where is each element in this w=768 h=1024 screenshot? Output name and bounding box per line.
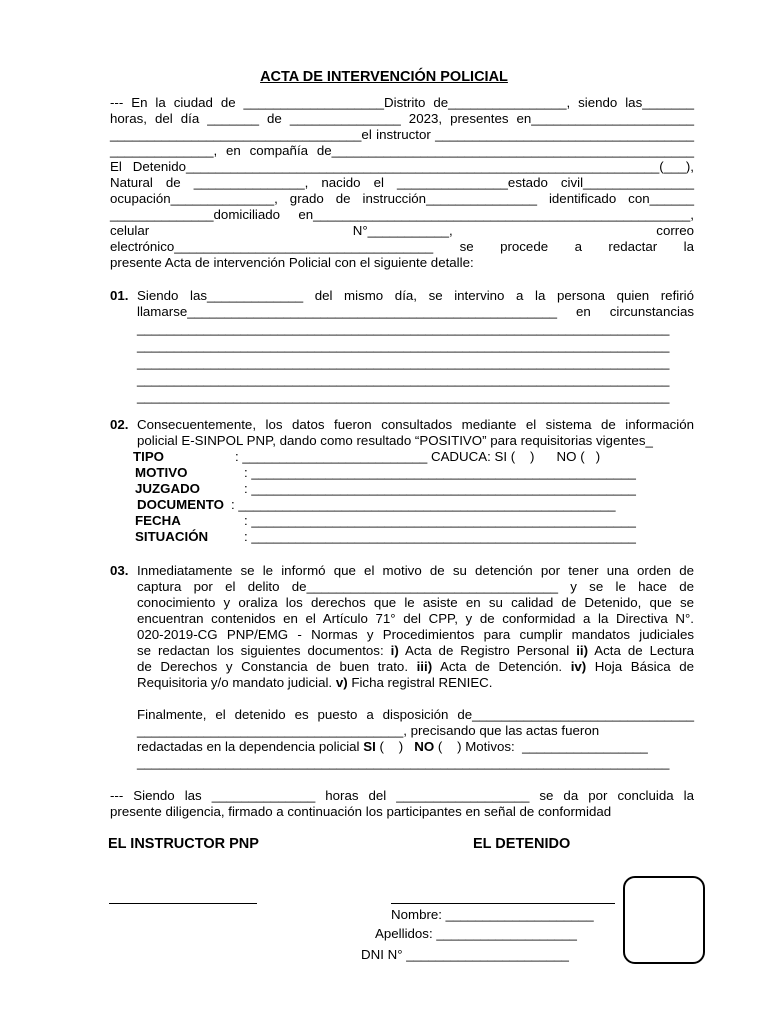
text: Hoja Básica de — [586, 659, 695, 674]
section-line: 020-2019-CG PNP/EMG - Normas y Procedimientos para cumplir mandatos judiciales — [137, 627, 694, 642]
roman-numeral: i) — [390, 643, 399, 658]
blank-line: ________________________________________________________________________ — [137, 389, 670, 404]
nombre-field: Nombre: ____________________ — [391, 907, 594, 922]
text: Acta de Registro Personal — [398, 643, 577, 658]
section-line: policial E-SINPOL PNP, dando como resultado “POSITIVO” para requisitorias vigentes_ — [137, 433, 653, 448]
field-label-situacion: SITUACIÓN — [135, 529, 209, 544]
blank-line: ________________________________________________________________________ — [137, 338, 670, 353]
roman-numeral: v) — [335, 675, 348, 690]
field-value-situacion: : ____________________________________________________ — [244, 529, 636, 544]
intro-line: ocupación______________, grado de instrucción_______________ identificado con______ — [110, 191, 694, 206]
si-label: SI — [363, 739, 376, 754]
field-value-juzgado: : ____________________________________________________ — [244, 481, 636, 496]
closing-line: --- Siendo las ______________ horas del __________________ se da por concluida la — [110, 788, 694, 803]
section-number: 03. — [110, 563, 129, 578]
field-label-fecha: FECHA — [135, 513, 181, 528]
text: se redactan los siguientes documentos: — [137, 643, 391, 658]
fingerprint-box — [623, 876, 705, 964]
roman-numeral: iii) — [416, 659, 433, 674]
text: Ficha registral RENIEC. — [347, 675, 493, 690]
text: redactadas en la dependencia policial — [137, 739, 364, 754]
documents-line — [137, 659, 694, 674]
text: ( ) — [375, 739, 415, 754]
blank-line: ________________________________________________________________________ — [137, 355, 670, 370]
intro-line: El Detenido________________________________________________________________(___), — [110, 159, 694, 174]
section-line: captura por el delito de__________________________________ y se le hace de — [137, 579, 694, 594]
field-value-motivo: : ____________________________________________________ — [244, 465, 636, 480]
section-line: Consecuentemente, los datos fueron consultados mediante el sistema de información — [137, 417, 694, 432]
intro-line: celular N°___________, correo — [110, 223, 694, 238]
intro-line: ______________domiciliado en___________________________________________________, — [110, 207, 694, 222]
apellidos-field: Apellidos: ___________________ — [375, 926, 577, 941]
final-line: ____________________________________, precisando que las actas fueron — [137, 723, 600, 738]
field-value-tipo: : _________________________ CADUCA: SI ( ) NO ( ) — [235, 449, 601, 464]
instructor-label: EL INSTRUCTOR PNP — [108, 836, 259, 852]
text: de Derechos y Constancia de buen trato. — [137, 659, 417, 674]
field-label-documento: DOCUMENTO — [137, 497, 224, 512]
detenido-signature-line — [391, 903, 615, 904]
documents-line — [137, 643, 694, 658]
roman-numeral: ii) — [576, 643, 589, 658]
field-label-motivo: MOTIVO — [135, 465, 188, 480]
text: Requisitoria y/o mandato judicial. — [137, 675, 336, 690]
final-line: Finalmente, el detenido es puesto a disposición de______________________________ — [137, 707, 694, 722]
detenido-label: EL DETENIDO — [473, 836, 571, 852]
text: Acta de Detención. — [432, 659, 571, 674]
field-value-documento: : ___________________________________________________ — [231, 497, 616, 512]
blank-line: ________________________________________________________________________ — [137, 372, 670, 387]
instructor-signature-line — [109, 903, 257, 904]
final-line — [137, 739, 648, 754]
dni-field: DNI N° ______________________ — [361, 947, 569, 962]
intro-line: --- En la ciudad de ___________________Distrito de________________, siendo las_______ — [110, 95, 694, 110]
field-label-juzgado: JUZGADO — [135, 481, 201, 496]
intro-line: __________________________________el instructor ___________________________________ — [110, 127, 694, 142]
no-label: NO — [414, 739, 435, 754]
section-line: Siendo las_____________ del mismo día, se intervino a la persona quien refirió — [137, 288, 694, 303]
field-label-tipo: TIPO — [133, 449, 165, 464]
blank-line: ________________________________________________________________________ — [137, 755, 670, 770]
blank-line: ________________________________________________________________________ — [137, 321, 670, 336]
section-line: Inmediatamente se le informó que el motivo de su detención por tener una orden de — [137, 563, 694, 578]
text: ( ) Motivos: _________________ — [434, 739, 648, 754]
roman-numeral: iv) — [570, 659, 587, 674]
section-number: 02. — [110, 417, 129, 432]
document-title: ACTA DE INTERVENCIÓN POLICIAL — [260, 69, 508, 85]
section-line: llamarse__________________________________________________ en circunstancias — [137, 304, 694, 319]
documents-line — [137, 675, 492, 690]
text: Acta de Lectura — [588, 643, 694, 658]
section-line: encuentran contenidos en el Artículo 71° del CPP, y de conformidad a la Directiva N°. — [137, 611, 694, 626]
section-number: 01. — [110, 288, 129, 303]
section-line: conocimiento y oraliza los derechos que le asiste en su calidad de Detenido, que se — [137, 595, 694, 610]
intro-line: ______________, en compañía de_________________________________________________ — [110, 143, 694, 158]
intro-line: presente Acta de intervención Policial con el siguiente detalle: — [110, 255, 474, 270]
intro-line: Natural de _______________, nacido el _______________estado civil_______________ — [110, 175, 694, 190]
field-value-fecha: : ____________________________________________________ — [244, 513, 636, 528]
intro-line: horas, del día _______ de _______________ 2023, presentes en______________________ — [110, 111, 694, 126]
intro-line: electrónico___________________________________ se procede a redactar la — [110, 239, 694, 254]
closing-line: presente diligencia, firmado a continuación los participantes en señal de conformidad — [110, 804, 612, 819]
